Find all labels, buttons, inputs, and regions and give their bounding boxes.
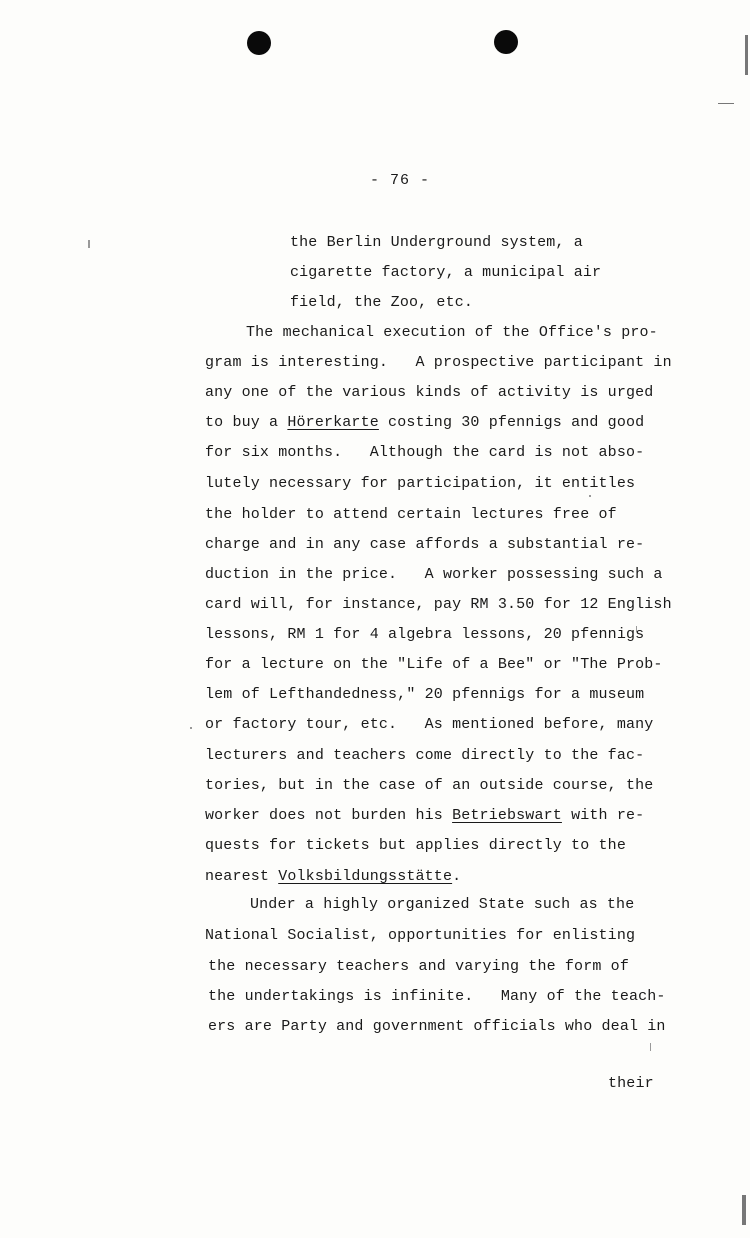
body-text: to buy a <box>205 414 288 431</box>
body-text: . <box>452 868 462 885</box>
underlined-term: Hörerkarte <box>287 414 379 431</box>
body-text: worker does not burden his <box>205 807 453 824</box>
body-line <box>205 413 644 433</box>
body-line: the necessary teachers and varying the form of <box>208 958 629 975</box>
catchword: their <box>608 1075 654 1092</box>
body-line: ers are Party and government officials who deal in <box>208 1018 666 1035</box>
body-line: the undertakings is infinite. Many of the teach- <box>208 988 666 1005</box>
body-line: or factory tour, etc. As mentioned before, many <box>205 716 654 733</box>
underlined-term: Volksbildungsstätte <box>278 868 453 885</box>
body-line: lem of Lefthandedness," 20 pfennigs for a museum <box>205 686 645 703</box>
body-line: charge and in any case affords a substantial re- <box>205 536 645 553</box>
body-line: quests for tickets but applies directly to the <box>205 837 626 854</box>
scan-edge-mark <box>742 1195 746 1225</box>
body-line <box>205 867 461 887</box>
body-text: costing 30 pfennigs and good <box>378 414 645 431</box>
list-item: the Berlin Underground system, a <box>290 234 583 251</box>
punch-hole-right <box>494 30 518 54</box>
underlined-term: Betriebswart <box>452 807 562 824</box>
body-line: The mechanical execution of the Office's pro- <box>246 324 658 341</box>
body-line: Under a highly organized State such as the <box>250 896 635 913</box>
scan-speck <box>650 1043 651 1051</box>
body-line: any one of the various kinds of activity is urged <box>205 384 654 401</box>
body-line: National Socialist, opportunities for enlisting <box>205 927 636 944</box>
body-line: for a lecture on the "Life of a Bee" or "The Prob- <box>205 656 663 673</box>
body-line: the holder to attend certain lectures free of <box>205 506 617 523</box>
list-item: field, the Zoo, etc. <box>290 294 474 311</box>
body-line: lessons, RM 1 for 4 algebra lessons, 20 pfennigs <box>205 626 645 643</box>
body-line: lutely necessary for participation, it entitles <box>205 475 636 492</box>
scan-edge-mark <box>745 35 748 75</box>
body-line: gram is interesting. A prospective participant in <box>205 354 672 371</box>
body-line: for six months. Although the card is not abso- <box>205 444 645 461</box>
scan-edge-mark <box>718 103 734 104</box>
body-line: duction in the price. A worker possessing such a <box>205 566 663 583</box>
punch-hole-left <box>247 31 271 55</box>
body-text: with re- <box>561 807 645 824</box>
body-text: nearest <box>205 868 279 885</box>
scan-speck <box>190 727 192 729</box>
list-item: cigarette factory, a municipal air <box>290 264 602 281</box>
scan-speck <box>589 495 591 497</box>
body-line <box>205 806 644 826</box>
body-line: lecturers and teachers come directly to the fac- <box>205 747 645 764</box>
scan-speck <box>88 240 90 248</box>
body-line: tories, but in the case of an outside course, the <box>205 777 654 794</box>
body-line: card will, for instance, pay RM 3.50 for 12 English <box>205 596 672 613</box>
page-number: - 76 - <box>370 172 431 189</box>
